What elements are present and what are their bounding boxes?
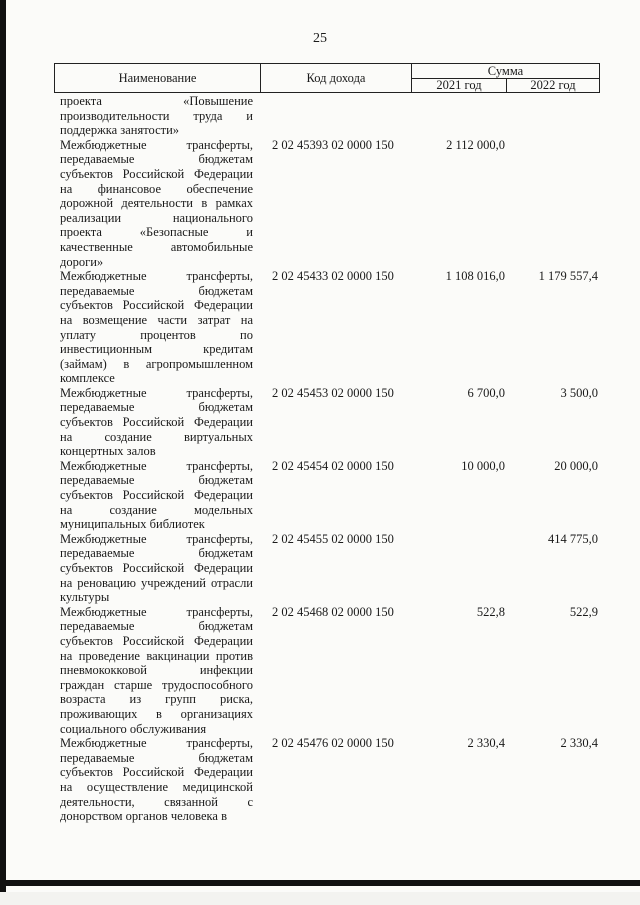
row-value-2022: 414 775,0 [548, 531, 598, 546]
table-row [60, 459, 600, 532]
row-name-line: Межбюджетные трансферты, [60, 137, 253, 152]
row-name-line: субъектов Российской Федерации [60, 765, 253, 780]
row-name-line: передаваемые бюджетам [60, 750, 253, 765]
row-name-line: на создание виртуальных [60, 429, 253, 444]
table-row [60, 736, 600, 824]
row-name [60, 94, 253, 138]
row-name-line: Межбюджетные трансферты, [60, 458, 253, 473]
table-row [60, 138, 600, 269]
page-number: 25 [313, 31, 327, 46]
row-value-2022: 20 000,0 [554, 458, 598, 473]
row-name-line: пневмококковой инфекции [60, 663, 253, 678]
table-row [60, 532, 600, 605]
header-code: Код дохода [260, 63, 412, 93]
row-name-line: проживающих в организациях [60, 706, 253, 721]
row-name-line: передаваемые бюджетам [60, 619, 253, 634]
row-name-line: проекта «Повышение [60, 94, 253, 108]
header-year-2021: 2021 год [411, 78, 507, 93]
table-header [54, 63, 600, 93]
row-code: 2 02 45453 02 0000 150 [272, 385, 394, 400]
row-name [60, 459, 253, 532]
row-name-line: субъектов Российской Федерации [60, 415, 253, 430]
row-name-line: деятельности, связанной с [60, 794, 253, 809]
row-code: 2 02 45468 02 0000 150 [272, 604, 394, 619]
row-name-line: социального обслуживания [60, 721, 207, 736]
row-name [60, 269, 253, 386]
table-body [60, 94, 600, 824]
row-name-line: муниципальных библиотек [60, 517, 205, 532]
row-name-line: на реновацию учреждений отрасли [60, 575, 253, 590]
scan-margin-bottom [0, 892, 640, 905]
row-name-line: передаваемые бюджетам [60, 283, 253, 298]
row-value-2021: 2 330,4 [467, 736, 505, 751]
row-name-line: Межбюджетные трансферты, [60, 736, 253, 751]
row-name-line: на создание модельных [60, 502, 253, 517]
row-value-2022: 3 500,0 [560, 385, 598, 400]
row-name-line: культуры [60, 590, 110, 605]
row-name-line: реализации национального [60, 210, 253, 225]
row-name-line: субъектов Российской Федерации [60, 488, 253, 503]
row-name-line: концертных залов [60, 444, 156, 459]
row-name-line: Межбюджетные трансферты, [60, 269, 253, 284]
row-name-line: передаваемые бюджетам [60, 400, 253, 415]
row-value-2021: 522,8 [476, 604, 505, 619]
row-value-2022: 522,9 [569, 604, 598, 619]
row-name-line: поддержка занятости» [60, 123, 180, 138]
table-row [60, 386, 600, 459]
row-code: 2 02 45454 02 0000 150 [272, 458, 394, 473]
row-name-line: качественные автомобильные [60, 239, 253, 254]
row-value-2021: 6 700,0 [467, 385, 505, 400]
row-name-line: донорством органов человека в [60, 809, 227, 824]
row-name-line: на возмещение части затрат на [60, 312, 253, 327]
row-name-line: передаваемые бюджетам [60, 152, 253, 167]
row-name [60, 736, 253, 824]
row-code: 2 02 45455 02 0000 150 [272, 531, 394, 546]
row-name-line: (займам) в агропромышленном [60, 356, 253, 371]
table-row [60, 269, 600, 386]
row-name-line: возраста из групп риска, [60, 692, 253, 707]
row-name-line: граждан старше трудоспособного [60, 677, 253, 692]
row-value-2022: 2 330,4 [560, 736, 598, 751]
row-name-line: проекта «Безопасные и [60, 225, 253, 240]
header-name: Наименование [54, 63, 261, 93]
row-name-line: субъектов Российской Федерации [60, 298, 253, 313]
row-name-line: на финансовое обеспечение [60, 181, 253, 196]
table-row [60, 605, 600, 736]
row-name-line: субъектов Российской Федерации [60, 633, 253, 648]
row-name-line: на осуществление медицинской [60, 779, 253, 794]
row-name-line: передаваемые бюджетам [60, 546, 253, 561]
header-year-2022: 2022 год [506, 78, 600, 93]
table-row [60, 94, 600, 138]
scan-edge-left [0, 0, 6, 905]
row-name-line: дороги» [60, 254, 104, 269]
row-name-line: субъектов Российской Федерации [60, 166, 253, 181]
row-name-line: Межбюджетные трансферты, [60, 604, 253, 619]
row-name-line: Межбюджетные трансферты, [60, 385, 253, 400]
row-name-line: комплексе [60, 371, 115, 386]
row-name [60, 532, 253, 605]
row-name-line: производительности труда и [60, 108, 253, 123]
row-name [60, 138, 253, 269]
scan-edge-bottom [0, 880, 640, 886]
header-sum: Сумма [411, 63, 600, 79]
row-name-line: на проведение вакцинации против [60, 648, 253, 663]
row-name-line: инвестиционным кредитам [60, 342, 253, 357]
row-name-line: дорожной деятельности в рамках [60, 196, 253, 211]
row-name-line: уплату процентов по [60, 327, 253, 342]
row-code: 2 02 45433 02 0000 150 [272, 269, 394, 284]
row-value-2021: 10 000,0 [461, 458, 505, 473]
row-name-line: Межбюджетные трансферты, [60, 531, 253, 546]
row-name [60, 605, 253, 736]
row-value-2022: 1 179 557,4 [538, 269, 598, 284]
row-code: 2 02 45476 02 0000 150 [272, 736, 394, 751]
row-value-2021: 1 108 016,0 [445, 269, 505, 284]
row-value-2021: 2 112 000,0 [446, 137, 505, 152]
row-name-line: субъектов Российской Федерации [60, 561, 253, 575]
row-name-line: передаваемые бюджетам [60, 473, 253, 488]
row-code: 2 02 45393 02 0000 150 [272, 137, 394, 152]
row-name [60, 386, 253, 459]
